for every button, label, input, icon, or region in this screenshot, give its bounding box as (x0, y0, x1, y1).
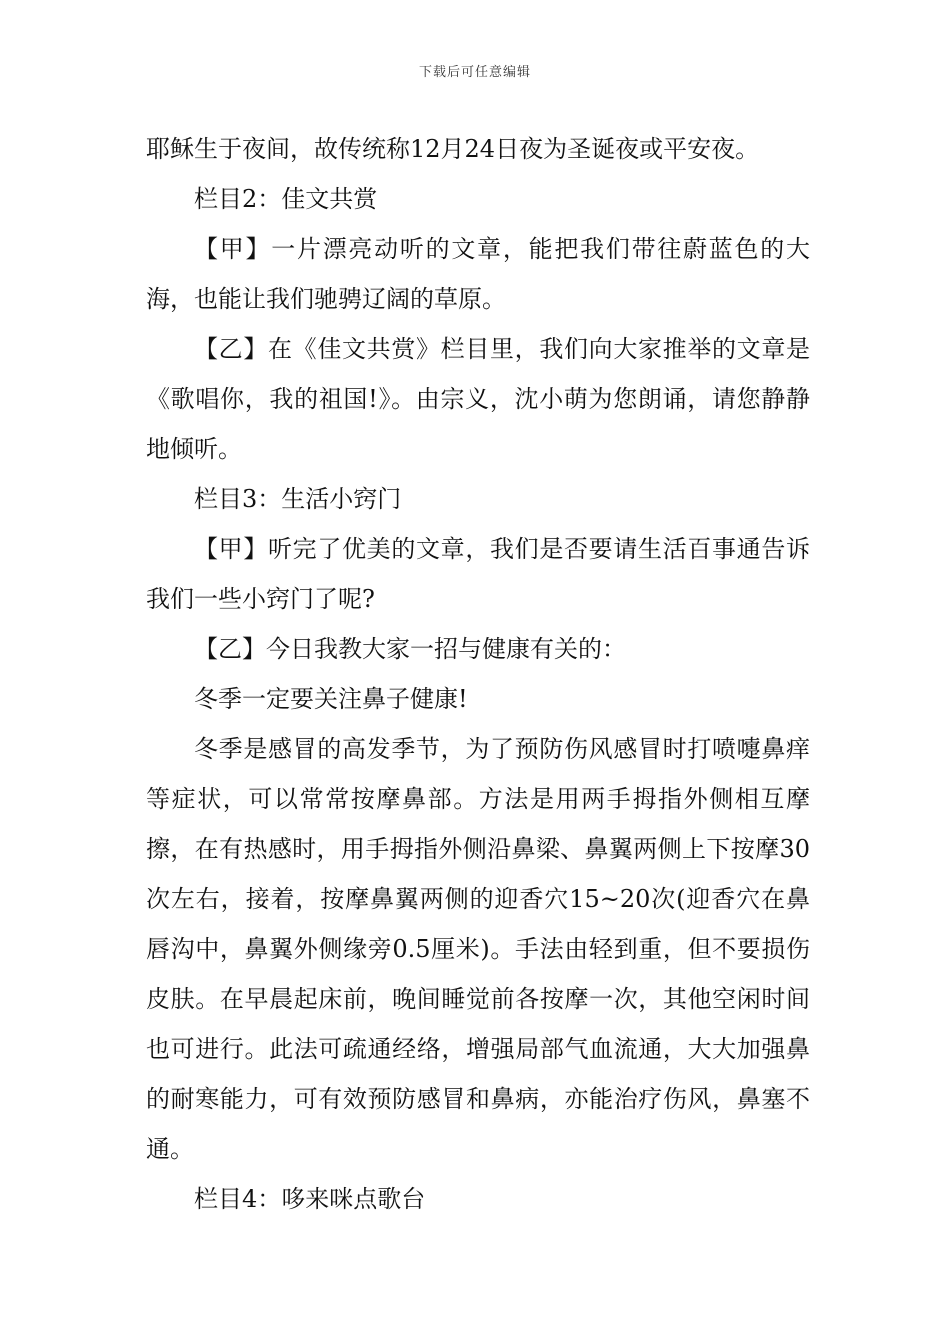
paragraph-nose-massage: 冬季是感冒的高发季节，为了预防伤风感冒时打喷嚏鼻痒等症状，可以常常按摩鼻部。方法是用两手拇指外侧相互摩擦，在有热感时，用手拇指外侧沿鼻梁、鼻翼两侧上下按摩30次左右，接着，按摩鼻翼两侧的迎香穴15~20次(迎香穴在鼻唇沟中，鼻翼外侧缘旁0.5厘米)。手法由轻到重，但不要损伤皮肤。在早晨起床前，晚间睡觉前各按摩一次，其他空闲时间也可进行。此法可疏通经络，增强局部气血流通，大大加强鼻的耐寒能力，可有效预防感冒和鼻病，亦能治疗伤风，鼻塞不通。 (146, 735, 810, 1163)
paragraph-nose-title: 冬季一定要关注鼻子健康! (194, 685, 468, 713)
document-body (146, 124, 810, 1224)
section-heading-3: 栏目3：生活小窍门 (194, 485, 402, 513)
paragraph-continuation: 耶稣生于夜间，故传统称12月24日夜为圣诞夜或平安夜。 (146, 135, 760, 163)
paragraph-yi-article: 【乙】在《佳文共赏》栏目里，我们向大家推举的文章是《歌唱你，我的祖国!》。由宗义，沈小萌为您朗诵，请您静静地倾听。 (146, 335, 810, 463)
paragraph-yi-health: 【乙】今日我教大家一招与健康有关的： (194, 635, 626, 663)
section-heading-2: 栏目2：佳文共赏 (194, 185, 378, 213)
page-header: 下载后可任意编辑 (418, 65, 531, 80)
section-heading-4: 栏目4：哆来咪点歌台 (194, 1185, 426, 1213)
paragraph-jia-intro: 【甲】一片漂亮动听的文章，能把我们带往蔚蓝色的大海，也能让我们驰骋辽阔的草原。 (146, 235, 810, 313)
paragraph-jia-tips: 【甲】听完了优美的文章，我们是否要请生活百事通告诉我们一些小窍门了呢? (146, 535, 810, 613)
